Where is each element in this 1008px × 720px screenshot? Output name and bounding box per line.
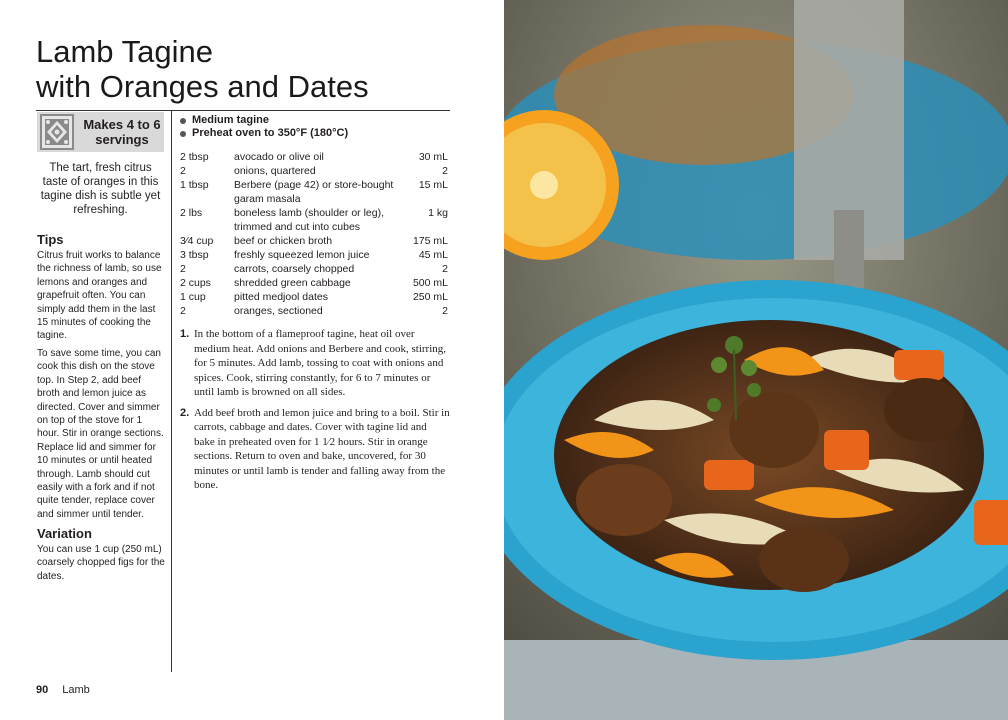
ingredient-row: 2 lbs boneless lamb (shoulder or leg), trimmed and cut into cubes 1 kg bbox=[180, 207, 448, 233]
ingredient-list bbox=[180, 150, 448, 318]
ingredient-row: 3⁄4 cup beef or chicken broth 175 mL bbox=[180, 235, 448, 247]
title-rule bbox=[36, 110, 450, 111]
variation-text: You can use 1 cup (250 mL) coarsely chopped figs for the dates. bbox=[37, 544, 165, 582]
column-divider bbox=[171, 110, 172, 672]
equipment-item: Medium tagine bbox=[180, 114, 348, 127]
variation-heading: Variation bbox=[37, 526, 92, 541]
method-step: 2. Add beef broth and lemon juice and bring to a boil. Stir in carrots, cabbage and dates. Cover with tagine lid and bake in preheated oven for 1 1⁄2 hours. Stir in orange sections. Return to oven and bake, uncovered, for 30 minutes or until lamb is tender and falling away from the bone. bbox=[180, 406, 450, 491]
bullet-icon bbox=[180, 118, 186, 124]
equipment-list bbox=[180, 114, 348, 140]
ingredient-row: 2 tbsp avocado or olive oil 30 mL bbox=[180, 151, 448, 163]
ingredient-row: 2 oranges, sectioned 2 bbox=[180, 305, 448, 317]
ingredient-row: 2 cups shredded green cabbage 500 mL bbox=[180, 277, 448, 289]
method-step: 1. In the bottom of a flameproof tagine, heat oil over medium heat. Add onions and Berbere and cook, stirring, for 5 minutes. Add lamb, tossing to coat with onions and spices. Cook, stirring constantly, for 6 to 7 minutes or until lamb is browned on all sides. bbox=[180, 328, 447, 398]
title-line-2: with Oranges and Dates bbox=[36, 69, 369, 104]
servings-label: Makes 4 to 6 servings bbox=[83, 117, 161, 147]
page-footer bbox=[36, 684, 90, 696]
recipe-title bbox=[36, 34, 369, 104]
section-name: Lamb bbox=[62, 684, 90, 696]
page-number: 90 bbox=[36, 684, 49, 696]
title-line-1: Lamb Tagine bbox=[36, 34, 213, 69]
tile-motif-icon bbox=[40, 114, 74, 150]
ingredient-row: 2 onions, quartered 2 bbox=[180, 165, 448, 177]
tip-paragraph: Citrus fruit works to balance the richness of lamb, so use lemons and oranges and grapefruit often. You can simply add them in the last 15 minutes of cooking the tagine. bbox=[37, 250, 162, 342]
ingredient-row: 3 tbsp freshly squeezed lemon juice 45 mL bbox=[180, 249, 448, 261]
method-steps bbox=[180, 327, 450, 499]
bullet-icon bbox=[180, 131, 186, 137]
tagine-dish-image bbox=[504, 0, 1008, 720]
equipment-item: Preheat oven to 350°F (180°C) bbox=[180, 127, 348, 140]
ingredient-row: 2 carrots, coarsely chopped 2 bbox=[180, 263, 448, 275]
tips-heading: Tips bbox=[37, 232, 64, 247]
ingredient-row: 1 cup pitted medjool dates 250 mL bbox=[180, 291, 448, 303]
intro-text: The tart, fresh citrus taste of oranges in this tagine dish is subtle yet refreshing. bbox=[40, 162, 161, 216]
food-photo bbox=[504, 0, 1008, 720]
tip-paragraph: To save some time, you can cook this dish on the stove top. In Step 2, add beef broth and lemon juice as directed. Cover and simmer on top of the stove for 1 hour. Stir in orange sections. Replace lid and simmer for 10 minutes or until heated through. Lamb should cut easily with a fork and if not quite tender, replace cover and simmer until tender. bbox=[37, 348, 164, 520]
ingredient-row: 1 tbsp Berbere (page 42) or store-bought garam masala 15 mL bbox=[180, 179, 448, 205]
